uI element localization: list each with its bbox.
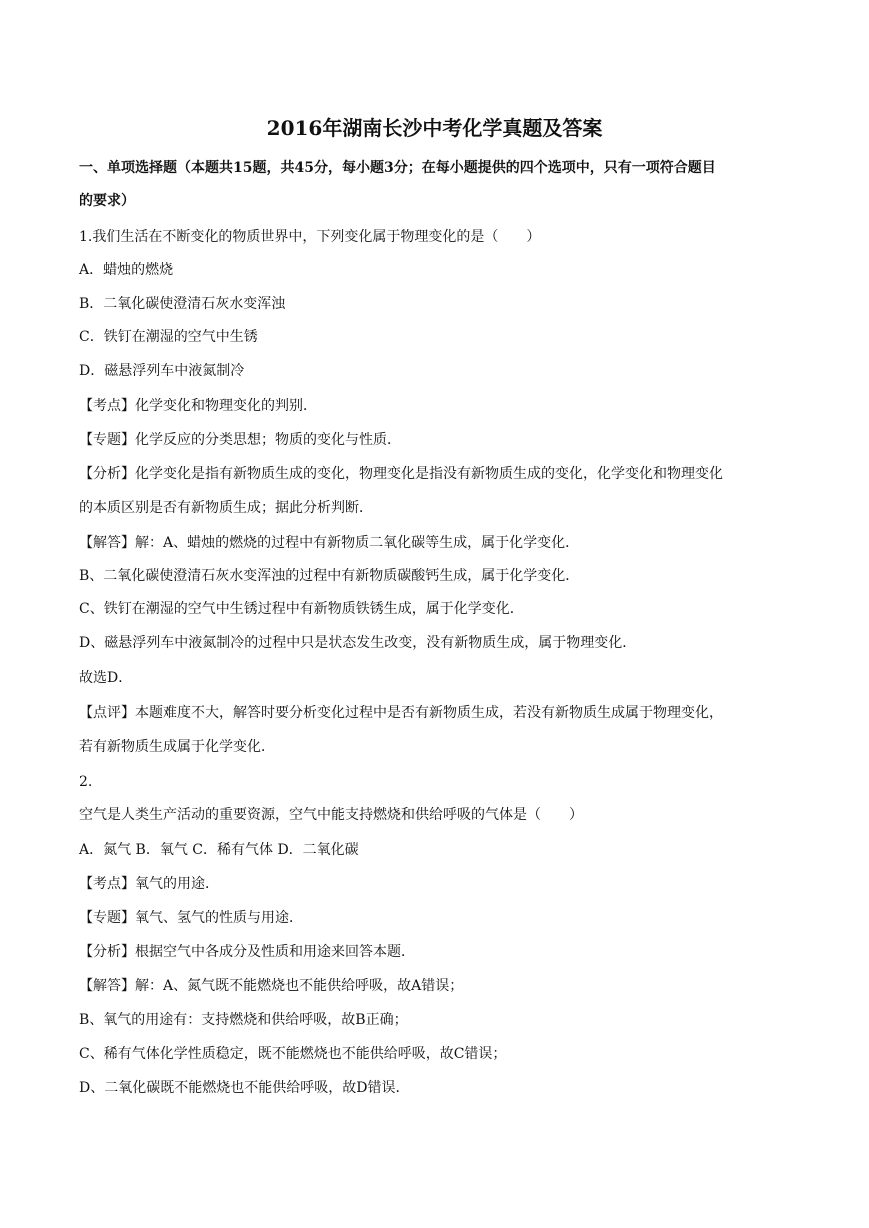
question-2: 空气是人类生产活动的重要资源，空气中能支持燃烧和供给呼吸的气体是（ ） <box>79 807 583 823</box>
section-heading: 一、单项选择题（本题共15题，共45分，每小题3分；在每小题提供的四个选项中，只有一项符合题目 <box>79 160 716 176</box>
question-1: 1.我们生活在不断变化的物质世界中，下列变化属于物理变化的是（ ） <box>79 229 541 245</box>
jieda-2: 【解答】解：A、氮气既不能燃烧也不能供给呼吸，故A错误； <box>79 978 464 994</box>
fenxi-2: 【分析】根据空气中各成分及性质和用途来回答本题． <box>79 944 415 960</box>
fenxi-cont: 的本质区别是否有新物质生成；据此分析判断． <box>79 500 373 516</box>
question-2-number: 2. <box>79 774 93 790</box>
jieda-d: D、磁悬浮列车中液氮制冷的过程中只是状态发生改变，没有新物质生成，属于物理变化． <box>79 635 637 651</box>
option-b: B．二氧化碳使澄清石灰水变浑浊 <box>79 296 286 312</box>
dianping: 【点评】本题难度不大，解答时要分析变化过程中是否有新物质生成，若没有新物质生成属于物理变化， <box>79 705 723 721</box>
jieda-2-c: C、稀有气体化学性质稳定，既不能燃烧也不能供给呼吸，故C错误； <box>79 1046 507 1062</box>
question-2-options: A．氮气 B．氧气 C．稀有气体 D．二氧化碳 <box>79 842 359 858</box>
jieda-b: B、二氧化碳使澄清石灰水变浑浊的过程中有新物质碳酸钙生成，属于化学变化． <box>79 568 580 584</box>
page-title: 2016年湖南长沙中考化学真题及答案 <box>266 116 603 140</box>
jieda-c: C、铁钉在潮湿的空气中生锈过程中有新物质铁锈生成，属于化学变化． <box>79 601 524 617</box>
option-d: D．磁悬浮列车中液氮制冷 <box>79 363 245 379</box>
section-heading-cont: 的要求） <box>79 193 135 209</box>
jieda: 【解答】解：A、蜡烛的燃烧的过程中有新物质二氧化碳等生成，属于化学变化． <box>79 535 580 551</box>
dianping-cont: 若有新物质生成属于化学变化． <box>79 739 275 755</box>
jieda-2-b: B、氧气的用途有：支持燃烧和供给呼吸，故B正确； <box>79 1012 408 1028</box>
option-a: A．蜡烛的燃烧 <box>79 262 174 278</box>
option-c: C．铁钉在潮湿的空气中生锈 <box>79 329 258 345</box>
kaodian-2: 【考点】氧气的用途． <box>79 876 219 892</box>
zhuanti: 【专题】化学反应的分类思想；物质的变化与性质． <box>79 432 401 448</box>
zhuanti-2: 【专题】氧气、氢气的性质与用途． <box>79 910 303 926</box>
fenxi: 【分析】化学变化是指有新物质生成的变化，物理变化是指没有新物质生成的变化，化学变化和物理变化 <box>79 466 723 482</box>
answer: 故选D． <box>79 670 133 686</box>
kaodian: 【考点】化学变化和物理变化的判别． <box>79 398 317 414</box>
jieda-2-d: D、二氧化碳既不能燃烧也不能供给呼吸，故D错误． <box>79 1080 410 1096</box>
